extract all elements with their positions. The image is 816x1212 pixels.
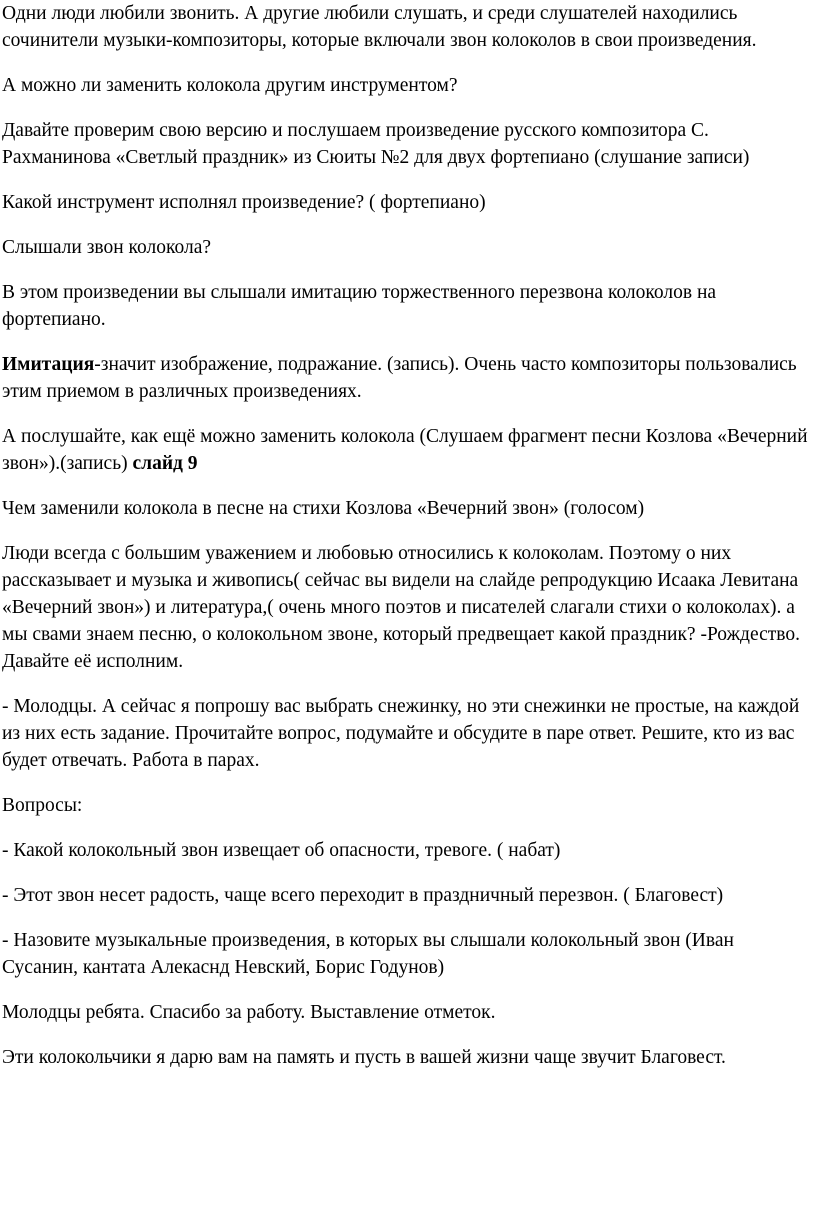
paragraph-questions-heading: Вопросы: bbox=[2, 795, 83, 816]
paragraph-question-nabat: - Какой колокольный звон извещает об опасности, тревоге. ( набат) bbox=[2, 840, 561, 861]
paragraph-snowflake: - Молодцы. А сейчас я попрошу вас выбрать снежинку, но эти снежинки не простые, на каждой из них есть задание. Прочитайте вопрос, подумайте и обсудите в паре ответ. Решите, кто из вас будет отвечать. Работа в парах. bbox=[2, 696, 800, 771]
paragraph-question-replace: А можно ли заменить колокола другим инструментом? bbox=[2, 75, 458, 96]
paragraph-thanks: Молодцы ребята. Спасибо за работу. Выставление отметок. bbox=[2, 1002, 496, 1023]
listen-text: А послушайте, как ещё можно заменить колокола (Слушаем фрагмент песни Козлова «Вечерний звон»).(запись) bbox=[2, 426, 808, 474]
imitation-term: Имитация bbox=[2, 354, 95, 375]
paragraph-closing: Эти колокольчики я дарю вам на память и пусть в вашей жизни чаще звучит Благовест. bbox=[2, 1047, 726, 1068]
paragraph-instrument-question: Какой инструмент исполнял произведение? ( фортепиано) bbox=[2, 192, 486, 213]
paragraph-intro: Одни люди любили звонить. А другие любили слушать, и среди слушателей находились сочинители музыки-композиторы, которые включали звон колоколов в свои произведения. bbox=[2, 3, 757, 51]
paragraph-imitation-heard: В этом произведении вы слышали имитацию торжественного перезвона колоколов на фортепиано. bbox=[2, 282, 717, 330]
paragraph-question-blagovest: - Этот звон несет радость, чаще всего переходит в праздничный перезвон. ( Благовест) bbox=[2, 885, 724, 906]
imitation-text: -значит изображение, подражание. (запись). Очень часто композиторы пользовались этим приемом в различных произведениях. bbox=[2, 354, 797, 402]
slide-label: слайд 9 bbox=[132, 453, 198, 474]
paragraph-imitation-definition bbox=[2, 351, 810, 405]
paragraph-bell-question: Слышали звон колокола? bbox=[2, 237, 212, 258]
paragraph-rachmaninov: Давайте проверим свою версию и послушаем произведение русского композитора С. Рахманинова «Светлый праздник» из Сюиты №2 для двух фортепиано (слушание записи) bbox=[2, 120, 750, 168]
paragraph-question-works: - Назовите музыкальные произведения, в которых вы слышали колокольный звон (Иван Сусанин, кантата Алекаснд Невский, Борис Годунов) bbox=[2, 930, 734, 978]
paragraph-respect: Люди всегда с большим уважением и любовью относились к колоколам. Поэтому о них рассказывает и музыка и живопись( сейчас вы видели на слайде репродукцию Исаака Левитана «Вечерний звон») и литература,( очень много поэтов и писателей слагали стихи о колоколах). а мы свами знаем песню, о колокольном звоне, который предвещает какой праздник? -Рождество. Давайте её исполним. bbox=[2, 543, 800, 672]
paragraph-voice: Чем заменили колокола в песне на стихи Козлова «Вечерний звон» (голосом) bbox=[2, 498, 645, 519]
paragraph-listen bbox=[2, 423, 810, 477]
